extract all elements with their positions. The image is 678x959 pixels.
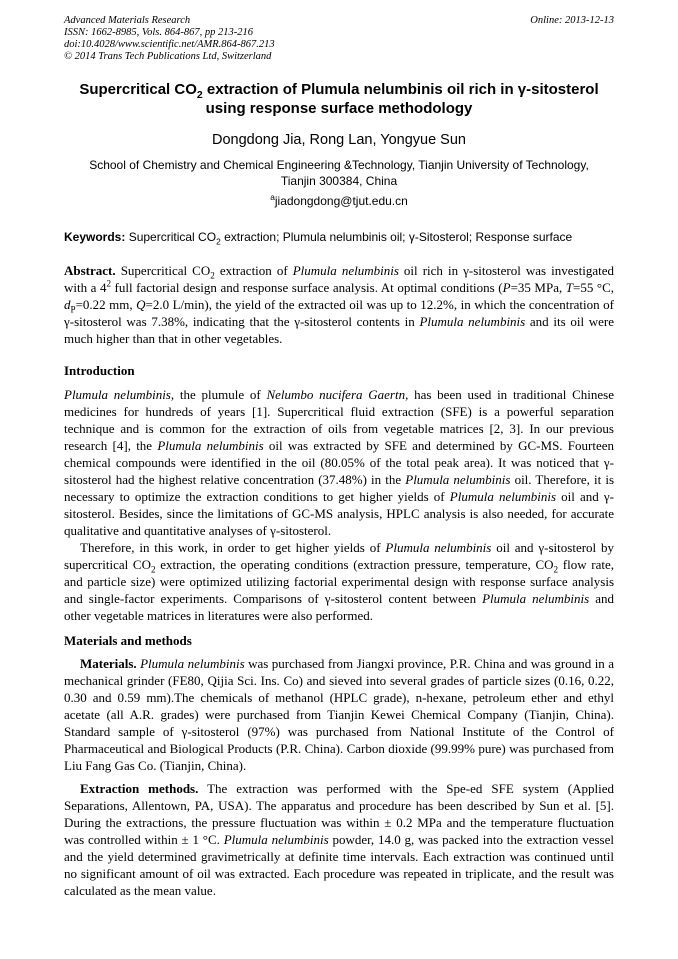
keywords-label: Keywords:: [64, 230, 126, 244]
intro-paragraph-1: Plumula nelumbinis, the plumule of Nelumbo nucifera Gaertn, has been used in traditional Chinese medicines for hundreds of years [1]. Supercritical fluid extraction (SFE) is a powerful separation technique and is common for the extraction of oils from vegetable matrices [2, 3]. In our previous research [4], the Plumula nelumbinis oil was extracted by SFE and determined by GC-MS. Fourteen chemical compounds were identified in the oil (80.05% of the total peak area). It was noticed that γ-sitosterol had the highest relative concentration (37.48%) in the Plumula nelumbinis oil. Therefore, it is necessary to optimize the extraction conditions to get higher yields of Plumula nelumbinis oil and γ-sitosterol. Besides, since the limitations of GC-MS analysis, HPLC analysis is also needed, for accurate qualitative and quantitative analyses of γ-sitosterol.: [64, 387, 615, 538]
copyright-line: © 2014 Trans Tech Publications Ltd, Switzerland: [64, 51, 272, 62]
abstract: Abstract. Supercritical $CO_2$ extraction of Plumula nelumbinis oil rich in γ-sitosterol was investigated with a $4^2$ full factorial design and response surface analysis. At optimal conditions (P=35 MPa, T=55 °C, $d_P=0.22$ mm, Q=2.0 L/min), the yield of the extracted oil was up to 12.2%, in which the concentration of γ-sitosterol was 7.38%, indicating that the γ-sitosterol contents in Plumula nelumbinis and its oil were much higher than that in other vegetables.: [64, 263, 615, 346]
affiliation: School of Chemistry and Chemical Engineering &Technology, Tianjin University of Technology, Tianjin 300384, China: [89, 158, 589, 188]
issn-line: ISSN: 1662-8985, Vols. 864-867, pp 213-216: [64, 27, 253, 38]
doi-line: doi:10.4028/www.scientific.net/AMR.864-867.213: [64, 39, 275, 50]
author-email: $^a$jiadongdong@tjut.edu.cn: [270, 192, 408, 208]
authors: Dongdong Jia, Rong Lan, Yongyue Sun: [212, 132, 466, 148]
intro-paragraph-2: Therefore, in this work, in order to get higher yields of Plumula nelumbinis oil and γ-sitosterol by supercritical $CO_2$ extraction, the operating conditions (extraction pressure, temperature, $CO_2$ flow rate, and particle size) were optimized utilizing factorial experimental design with response surface analysis and single-factor experiments. Comparisons of γ-sitosterol content between Plumula nelumbinis and other vegetable matrices in literatures were also performed.: [64, 540, 615, 623]
methods-text: [64, 655, 614, 899]
abstract-label: Abstract.: [64, 263, 116, 278]
online-date: Online: 2013-12-13: [530, 15, 614, 26]
keywords: Keywords: Supercritical $CO_2$ extraction; Plumula nelumbinis oil; γ-Sitosterol; Response surface: [64, 230, 573, 247]
journal-header: [64, 15, 275, 63]
section-heading-introduction: Introduction: [64, 363, 135, 378]
journal-name: Advanced Materials Research: [64, 15, 191, 26]
introduction-text: [64, 386, 614, 624]
paper-title: Supercritical $CO_2$ extraction of Plumula nelumbinis oil rich in γ-sitosterol using response surface methodology: [79, 81, 599, 117]
extraction-methods-paragraph: Extraction methods. The extraction was performed with the Spe-ed SFE system (Applied Separations, Allentown, PA, USA). The apparatus and procedure has been described by Sun et al. [5]. During the extractions, the pressure fluctuation was within ± 0.2 MPa and the temperature fluctuation was controlled within ± 1 °C. Plumula nelumbinis powder, 14.0 g, was packed into the extraction vessel and the yield determined gravimetrically at definite time intervals. Each extraction was continued until no significant amount of oil was extracted. Each procedure was repeated in triplicate, and the result was calculated as the mean value.: [64, 781, 614, 898]
section-heading-materials-methods: Materials and methods: [64, 633, 192, 648]
materials-paragraph: Materials. Plumula nelumbinis was purchased from Jiangxi province, P.R. China and was ground in a mechanical grinder (FE80, Qijia Sci. Ins. Co) and sieved into several grades of particle sizes (0.16, 0.22, 0.30 and 0.59 mm).The chemicals of methanol (HPLC grade), n-hexane, petroleum ether and ethyl acetate (all A.R. grades) were purchased from Tianjin Kewei Chemical Company (Tianjin, China). Standard sample of γ-sitosterol (97%) was purchased from National Institute of the Control of Pharmaceutical and Biological Products (P.R. China). Carbon dioxide (99.99% pure) was purchased from Liu Fang Gas Co. (Tianjin, China).: [64, 656, 615, 773]
